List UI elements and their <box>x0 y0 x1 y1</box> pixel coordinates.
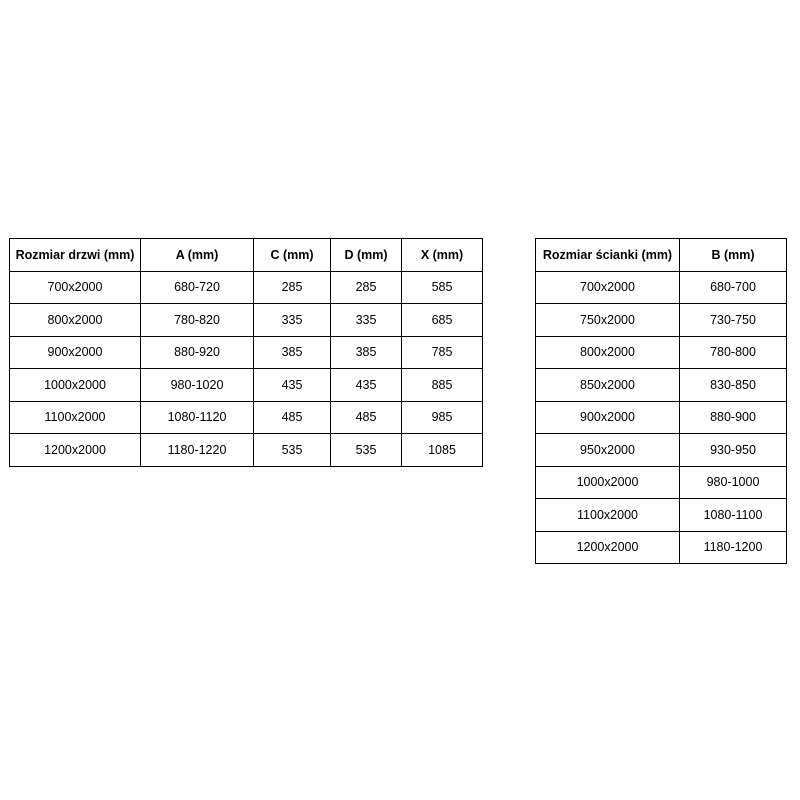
table-row <box>10 401 483 434</box>
door-size-table <box>9 238 483 467</box>
table-row <box>536 434 787 467</box>
cell-size: 900x2000 <box>10 336 141 369</box>
cell-b: 930-950 <box>680 434 787 467</box>
table-header-row <box>536 239 787 272</box>
cell-c: 535 <box>254 434 331 467</box>
table-row <box>536 531 787 564</box>
column-header: A (mm) <box>141 239 254 272</box>
cell-size: 1200x2000 <box>10 434 141 467</box>
cell-x: 585 <box>402 271 483 304</box>
cell-b: 830-850 <box>680 369 787 402</box>
cell-b: 680-700 <box>680 271 787 304</box>
cell-b: 880-900 <box>680 401 787 434</box>
cell-x: 685 <box>402 304 483 337</box>
cell-a: 1180-1220 <box>141 434 254 467</box>
cell-size: 1100x2000 <box>536 499 680 532</box>
cell-b: 730-750 <box>680 304 787 337</box>
table-row <box>536 369 787 402</box>
cell-x: 1085 <box>402 434 483 467</box>
cell-size: 800x2000 <box>10 304 141 337</box>
cell-c: 285 <box>254 271 331 304</box>
cell-c: 485 <box>254 401 331 434</box>
cell-a: 880-920 <box>141 336 254 369</box>
cell-size: 900x2000 <box>536 401 680 434</box>
cell-x: 985 <box>402 401 483 434</box>
cell-a: 980-1020 <box>141 369 254 402</box>
table-row <box>536 401 787 434</box>
table-row <box>10 434 483 467</box>
cell-size: 700x2000 <box>536 271 680 304</box>
table-row <box>536 499 787 532</box>
column-header: B (mm) <box>680 239 787 272</box>
cell-b: 1180-1200 <box>680 531 787 564</box>
table-header-row <box>10 239 483 272</box>
table-row <box>10 304 483 337</box>
table-row <box>536 304 787 337</box>
cell-d: 385 <box>331 336 402 369</box>
cell-b: 980-1000 <box>680 466 787 499</box>
cell-a: 1080-1120 <box>141 401 254 434</box>
cell-c: 435 <box>254 369 331 402</box>
cell-d: 435 <box>331 369 402 402</box>
wall-size-table <box>535 238 787 564</box>
cell-d: 335 <box>331 304 402 337</box>
cell-a: 680-720 <box>141 271 254 304</box>
specification-tables-container <box>0 238 800 564</box>
table-row <box>536 271 787 304</box>
cell-b: 1080-1100 <box>680 499 787 532</box>
cell-a: 780-820 <box>141 304 254 337</box>
table-row <box>536 336 787 369</box>
table-row <box>536 466 787 499</box>
cell-d: 285 <box>331 271 402 304</box>
column-header: C (mm) <box>254 239 331 272</box>
cell-size: 1200x2000 <box>536 531 680 564</box>
cell-size: 950x2000 <box>536 434 680 467</box>
cell-x: 885 <box>402 369 483 402</box>
table-row <box>10 271 483 304</box>
table-row <box>10 336 483 369</box>
cell-x: 785 <box>402 336 483 369</box>
cell-size: 850x2000 <box>536 369 680 402</box>
cell-d: 535 <box>331 434 402 467</box>
cell-b: 780-800 <box>680 336 787 369</box>
cell-d: 485 <box>331 401 402 434</box>
cell-c: 385 <box>254 336 331 369</box>
cell-size: 1000x2000 <box>10 369 141 402</box>
cell-size: 800x2000 <box>536 336 680 369</box>
cell-size: 750x2000 <box>536 304 680 337</box>
column-header: Rozmiar ścianki (mm) <box>536 239 680 272</box>
column-header: D (mm) <box>331 239 402 272</box>
table-row <box>10 369 483 402</box>
cell-size: 700x2000 <box>10 271 141 304</box>
cell-size: 1100x2000 <box>10 401 141 434</box>
cell-c: 335 <box>254 304 331 337</box>
column-header: X (mm) <box>402 239 483 272</box>
column-header: Rozmiar drzwi (mm) <box>10 239 141 272</box>
cell-size: 1000x2000 <box>536 466 680 499</box>
